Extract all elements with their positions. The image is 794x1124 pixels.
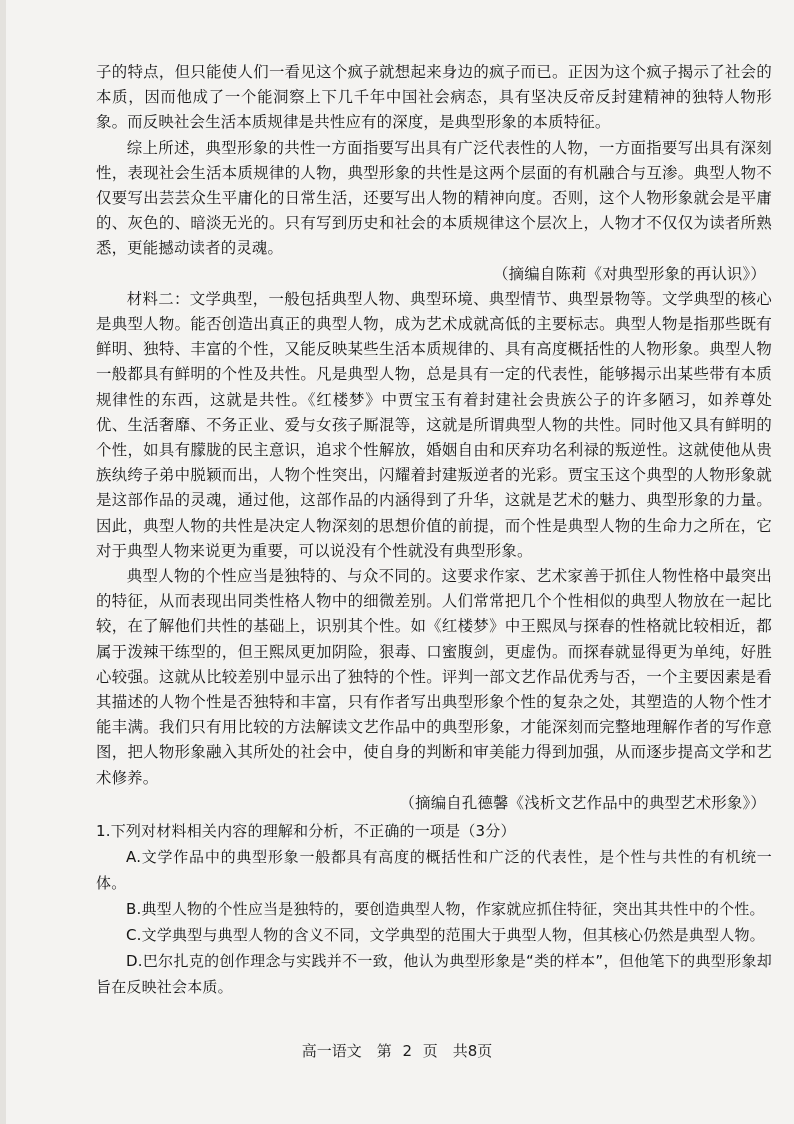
paragraph-material2-individuality: 典型人物的个性应当是独特的、与众不同的。这要求作家、艺术家善于抓住人物性格中最突出的特征，从而表现出同类性格人物中的细微差别。人们常常把几个个性相似的典型人物放在一起比较，在了解他们共性的基础上，识别其个性。如《红楼梦》中王熙凤与探春的性格就比较相近，都属于泼辣干练型的，但王熙凤更加阴险，狠毒、口蜜腹剑，更虚伪。而探春就显得更为单纯，好胜心较强。这就从比较差别中显示出了独特的个性。评判一部文艺作品优秀与否，一个主要因素是看其描述的人物个性是否独特和丰富，只有作者写出典型形象个性的复杂之处，其塑造的人物个性才能丰满。我们只有用比较的方法解读文艺作品中的典型形象，才能深刻而完整地理解作者的写作意图，把人物形象融入其所处的社会中，使自身的判断和审美能力得到加强，从而逐步提高文学和艺术修养。	[96, 567, 772, 787]
page-edge-shadow	[0, 0, 6, 1124]
option-d: D.巴尔扎克的创作理念与实践并不一致，他认为典型形象是“类的样本”，但他笔下的典型形象却旨在反映社会本质。	[96, 952, 772, 997]
source-citation-1: （摘编自陈莉《对典型形象的再认识》）	[493, 264, 766, 283]
paragraph-material1-summary: 综上所述，典型形象的共性一方面指要写出具有广泛代表性的人物，一方面指要写出具有深刻性，表现社会生活本质规律的人物，典型形象的共性是这两个层面的有机融合与互渗。典型人物不仅要写出芸芸众生平庸化的日常生活，还要写出人物的精神向度。否则，这个人物形象就会是平庸的、灰色的、暗淡无光的。只有写到历史和社会的本质规律这个层次上，人物才不仅仅为读者所熟悉，更能撼动读者的灵魂。	[96, 138, 772, 258]
question-stem: 1.下列对材料相关内容的理解和分析，不正确的一项是（3分）	[96, 822, 516, 841]
paragraph-material2-intro: 材料二：文学典型，一般包括典型人物、典型环境、典型情节、典型景物等。文学典型的核心是典型人物。能否创造出真正的典型人物，成为艺术成就高低的主要标志。典型人物是指那些既有鲜明、独特、丰富的个性，又能反映某些生活本质规律的、具有高度概括性的人物形象。典型人物一般都具有鲜明的个性及共性。凡是典型人物，总是具有一定的代表性，能够揭示出某些带有本质规律性的东西，这就是共性。《红楼梦》中贾宝玉有着封建社会贵族公子的许多陋习，如养尊处优、生活奢靡、不务正业、爱与女孩子厮混等，这就是所谓典型人物的共性。同时他又具有鲜明的个性，如具有朦胧的民主意识，追求个性解放，婚姻自由和厌弃功名利禄的叛逆性。这就使他从贵族纨绔子弟中脱颖而出，人物个性突出，闪耀着封建叛逆者的光彩。贾宝玉这个典型的人物形象就是这部作品的灵魂，通过他，这部作品的内涵得到了升华，这就是艺术的魅力、典型形象的力量。因此，典型人物的共性是决定人物深刻的思想价值的前提，而个性是典型人物的生命力之所在，它对于典型人物来说更为重要，可以说没有个性就没有典型形象。	[96, 289, 772, 560]
option-a: A.文学作品中的典型形象一般都具有高度的概括性和广泛的代表性，是个性与共性的有机统一体。	[96, 848, 772, 893]
paragraph-material1-end: 子的特点，但只能使人们一看见这个疯子就想起来身边的疯子而已。正因为这个疯子揭示了社会的本质，因而他成了一个能洞察上下几千年中国社会病态，具有坚决反帝反封建精神的独特人物形象。而反映社会生活本质规律是共性应有的深度，是典型形象的本质特征。	[96, 63, 772, 132]
option-c: C.文学典型与典型人物的含义不同，文学典型的范围大于典型人物，但其核心仍然是典型人物。	[126, 926, 765, 945]
page-footer: 高一语文 第 2 页 共8页	[301, 1042, 493, 1060]
page-content	[96, 60, 772, 1000]
source-citation-2: （摘编自孔德馨《浅析文艺作品中的典型艺术形象》）	[399, 793, 766, 812]
option-b: B.典型人物的个性应当是独特的，要创造典型人物，作家就应抓住特征，突出其共性中的个性。	[126, 900, 765, 919]
